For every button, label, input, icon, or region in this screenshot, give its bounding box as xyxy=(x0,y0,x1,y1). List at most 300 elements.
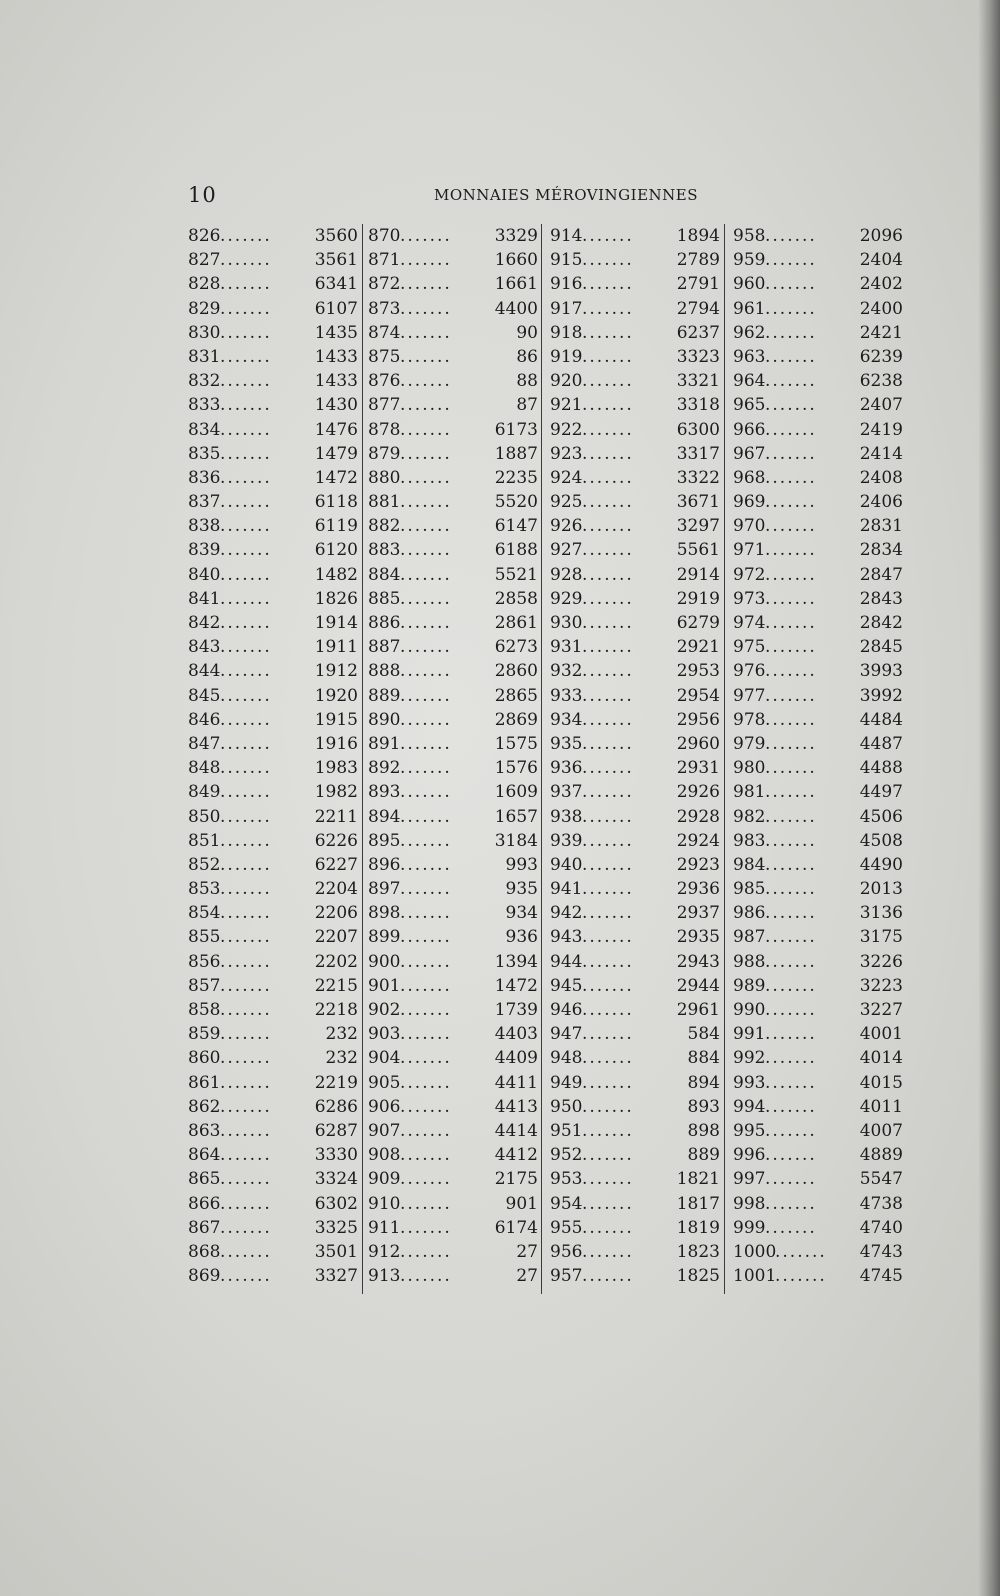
table-row xyxy=(733,1192,903,1216)
table-row xyxy=(368,490,538,514)
leader-dots: ....... xyxy=(582,226,634,246)
reference-number: 3327 xyxy=(314,1266,358,1287)
entry-number: 900 xyxy=(368,951,401,972)
entry-number: 978 xyxy=(733,709,766,730)
entry-number: 855 xyxy=(188,927,221,948)
entry-number: 916 xyxy=(550,274,583,295)
entry-number: 993 xyxy=(733,1072,766,1093)
leader-dots: ....... xyxy=(765,322,817,343)
leader-dots: ....... xyxy=(400,1193,452,1214)
leader-dots: ....... xyxy=(400,830,452,851)
table-row xyxy=(368,248,538,272)
reference-number: 2944 xyxy=(676,975,720,996)
table-row xyxy=(550,345,720,369)
entry-number: 864 xyxy=(188,1145,221,1166)
table-row xyxy=(733,1264,903,1288)
leader-dots: ....... xyxy=(582,1024,634,1045)
table-row xyxy=(550,805,720,829)
reference-number: 1575 xyxy=(494,733,538,754)
table-row xyxy=(550,829,720,853)
reference-number: 4400 xyxy=(494,298,538,319)
table-row xyxy=(733,297,903,321)
reference-number: 6120 xyxy=(314,540,358,561)
table-row xyxy=(733,418,903,442)
entry-number: 954 xyxy=(550,1193,583,1214)
reference-number: 4506 xyxy=(859,806,903,827)
reference-number: 1476 xyxy=(314,419,358,440)
leader-dots: ....... xyxy=(400,637,452,658)
table-row xyxy=(733,1216,903,1240)
table-row xyxy=(188,1192,358,1216)
reference-number: 6107 xyxy=(314,298,358,319)
reference-number: 3560 xyxy=(314,226,358,246)
leader-dots: ....... xyxy=(220,854,272,875)
entry-number: 891 xyxy=(368,733,401,754)
entry-number: 909 xyxy=(368,1169,401,1190)
leader-dots: ....... xyxy=(400,346,452,367)
entry-number: 945 xyxy=(550,975,583,996)
table-row xyxy=(733,950,903,974)
reference-number: 2204 xyxy=(314,879,358,900)
leader-dots: ....... xyxy=(765,1072,817,1093)
table-row xyxy=(733,780,903,804)
leader-dots: ....... xyxy=(400,395,452,416)
leader-dots: ....... xyxy=(582,637,634,658)
leader-dots: ....... xyxy=(765,1217,817,1238)
leader-dots: ....... xyxy=(220,1145,272,1166)
leader-dots: ....... xyxy=(582,322,634,343)
reference-number: 2408 xyxy=(859,467,903,488)
leader-dots: ....... xyxy=(765,564,817,585)
leader-dots: ....... xyxy=(220,637,272,658)
entry-number: 873 xyxy=(368,298,401,319)
entry-number: 906 xyxy=(368,1096,401,1117)
reference-number: 4490 xyxy=(859,854,903,875)
entry-number: 973 xyxy=(733,588,766,609)
table-row xyxy=(550,925,720,949)
reference-number: 2914 xyxy=(676,564,720,585)
table-row xyxy=(733,393,903,417)
leader-dots: ....... xyxy=(400,298,452,319)
entry-number: 927 xyxy=(550,540,583,561)
reference-number: 3223 xyxy=(859,975,903,996)
table-row xyxy=(733,708,903,732)
table-row xyxy=(550,853,720,877)
table-row xyxy=(368,1046,538,1070)
reference-number: 1983 xyxy=(314,758,358,779)
reference-number: 90 xyxy=(516,322,538,343)
table-row xyxy=(188,659,358,683)
table-row xyxy=(188,418,358,442)
reference-number: 4740 xyxy=(859,1217,903,1238)
entry-number: 843 xyxy=(188,637,221,658)
table-row xyxy=(368,1216,538,1240)
leader-dots: ....... xyxy=(400,879,452,900)
entry-number: 934 xyxy=(550,709,583,730)
leader-dots: ....... xyxy=(765,661,817,682)
reference-number: 6174 xyxy=(494,1217,538,1238)
reference-number: 2842 xyxy=(859,613,903,633)
entry-number: 860 xyxy=(188,1048,221,1069)
entry-number: 963 xyxy=(733,346,766,367)
reference-number: 2414 xyxy=(859,443,903,464)
table-row xyxy=(188,442,358,466)
entry-number: 899 xyxy=(368,927,401,948)
entry-number: 967 xyxy=(733,443,766,464)
table-row xyxy=(550,901,720,925)
reference-number: 2919 xyxy=(676,588,720,609)
column-divider xyxy=(362,224,363,1294)
reference-number: 2400 xyxy=(859,298,903,319)
entry-number: 895 xyxy=(368,830,401,851)
entry-number: 926 xyxy=(550,516,583,537)
leader-dots: ....... xyxy=(220,806,272,827)
leader-dots: ....... xyxy=(765,516,817,537)
leader-dots: ....... xyxy=(765,903,817,924)
entry-number: 872 xyxy=(368,274,401,295)
table-row xyxy=(188,974,358,998)
leader-dots: ....... xyxy=(220,830,272,851)
table-row xyxy=(188,369,358,393)
table-row xyxy=(368,321,538,345)
entry-number: 918 xyxy=(550,322,583,343)
leader-dots: ....... xyxy=(765,346,817,367)
leader-dots: ....... xyxy=(765,540,817,561)
table-row xyxy=(368,1192,538,1216)
reference-number: 6302 xyxy=(314,1193,358,1214)
leader-dots: ....... xyxy=(400,1096,452,1117)
reference-number: 1609 xyxy=(494,782,538,803)
table-row xyxy=(368,659,538,683)
entry-number: 969 xyxy=(733,492,766,513)
leader-dots: ....... xyxy=(220,733,272,754)
page-number: 10 xyxy=(188,183,217,207)
leader-dots: ....... xyxy=(220,371,272,392)
leader-dots: ....... xyxy=(765,419,817,440)
leader-dots: ....... xyxy=(400,975,452,996)
leader-dots: ....... xyxy=(400,733,452,754)
table-row xyxy=(733,853,903,877)
entry-number: 933 xyxy=(550,685,583,706)
leader-dots: ....... xyxy=(765,1120,817,1141)
entry-number: 960 xyxy=(733,274,766,295)
reference-number: 6341 xyxy=(314,274,358,295)
leader-dots: ....... xyxy=(400,467,452,488)
table-row xyxy=(368,369,538,393)
table-row xyxy=(550,877,720,901)
leader-dots: ....... xyxy=(582,492,634,513)
table-row xyxy=(188,1046,358,1070)
leader-dots: ....... xyxy=(765,975,817,996)
entry-number: 827 xyxy=(188,250,221,271)
leader-dots: ....... xyxy=(220,1024,272,1045)
entry-number: 996 xyxy=(733,1145,766,1166)
leader-dots: ....... xyxy=(400,226,452,246)
entry-number: 941 xyxy=(550,879,583,900)
entry-number: 921 xyxy=(550,395,583,416)
leader-dots: ....... xyxy=(582,1241,634,1262)
leader-dots: ....... xyxy=(400,1169,452,1190)
leader-dots: ....... xyxy=(220,540,272,561)
reference-number: 4409 xyxy=(494,1048,538,1069)
table-row xyxy=(733,369,903,393)
entry-number: 939 xyxy=(550,830,583,851)
entry-number: 995 xyxy=(733,1120,766,1141)
table-row xyxy=(550,393,720,417)
leader-dots: ....... xyxy=(220,467,272,488)
leader-dots: ....... xyxy=(582,1217,634,1238)
entry-number: 988 xyxy=(733,951,766,972)
reference-number: 6237 xyxy=(676,322,720,343)
table-row xyxy=(368,1264,538,1288)
table-row xyxy=(550,1022,720,1046)
entry-number: 928 xyxy=(550,564,583,585)
entry-number: 971 xyxy=(733,540,766,561)
entry-number: 932 xyxy=(550,661,583,682)
leader-dots: ....... xyxy=(400,1072,452,1093)
entry-number: 997 xyxy=(733,1169,766,1190)
reference-number: 2206 xyxy=(314,903,358,924)
table-row xyxy=(188,611,358,635)
reference-number: 2406 xyxy=(859,492,903,513)
leader-dots: ....... xyxy=(220,1072,272,1093)
leader-dots: ....... xyxy=(220,322,272,343)
table-row xyxy=(733,611,903,635)
table-row xyxy=(550,1143,720,1167)
leader-dots: ....... xyxy=(765,492,817,513)
reference-number: 3325 xyxy=(314,1217,358,1238)
table-row xyxy=(733,1071,903,1095)
entry-number: 904 xyxy=(368,1048,401,1069)
column-divider xyxy=(724,224,725,1294)
leader-dots: ....... xyxy=(765,685,817,706)
leader-dots: ....... xyxy=(582,540,634,561)
entry-number: 953 xyxy=(550,1169,583,1190)
entry-number: 871 xyxy=(368,250,401,271)
reference-number: 1817 xyxy=(676,1193,720,1214)
leader-dots: ....... xyxy=(582,1266,634,1287)
table-row xyxy=(550,1119,720,1143)
reference-number: 6239 xyxy=(859,346,903,367)
reference-number: 1894 xyxy=(676,226,720,246)
table-row xyxy=(550,442,720,466)
leader-dots: ....... xyxy=(220,1096,272,1117)
table-row xyxy=(368,805,538,829)
reference-number: 1433 xyxy=(314,371,358,392)
entry-number: 846 xyxy=(188,709,221,730)
leader-dots: ....... xyxy=(400,903,452,924)
leader-dots: ....... xyxy=(400,661,452,682)
leader-dots: ....... xyxy=(582,467,634,488)
leader-dots: ....... xyxy=(582,830,634,851)
reference-number: 3136 xyxy=(859,903,903,924)
table-row xyxy=(733,901,903,925)
leader-dots: ....... xyxy=(582,903,634,924)
leader-dots: ....... xyxy=(582,298,634,319)
entry-number: 886 xyxy=(368,613,401,633)
table-row xyxy=(550,974,720,998)
leader-dots: ....... xyxy=(765,1169,817,1190)
leader-dots: ....... xyxy=(400,1241,452,1262)
reference-number: 6279 xyxy=(676,613,720,633)
table-column-2 xyxy=(368,224,538,1288)
entry-number: 942 xyxy=(550,903,583,924)
entry-number: 883 xyxy=(368,540,401,561)
table-row xyxy=(550,297,720,321)
reference-number: 2419 xyxy=(859,419,903,440)
reference-number: 6147 xyxy=(494,516,538,537)
entry-number: 844 xyxy=(188,661,221,682)
leader-dots: ....... xyxy=(582,516,634,537)
entry-number: 861 xyxy=(188,1072,221,1093)
leader-dots: ....... xyxy=(400,1024,452,1045)
table-column-3 xyxy=(550,224,720,1288)
reference-number: 3297 xyxy=(676,516,720,537)
entry-number: 1000 xyxy=(733,1241,777,1262)
leader-dots: ....... xyxy=(765,927,817,948)
reference-number: 2202 xyxy=(314,951,358,972)
table-row xyxy=(188,950,358,974)
reference-number: 4011 xyxy=(859,1096,903,1117)
table-row xyxy=(550,1192,720,1216)
reference-number: 1435 xyxy=(314,322,358,343)
table-row xyxy=(550,369,720,393)
table-row xyxy=(733,587,903,611)
entry-number: 990 xyxy=(733,1000,766,1020)
leader-dots: ....... xyxy=(220,1120,272,1141)
entry-number: 853 xyxy=(188,879,221,900)
entry-number: 946 xyxy=(550,1000,583,1020)
leader-dots: ....... xyxy=(220,1266,272,1287)
entry-number: 836 xyxy=(188,467,221,488)
leader-dots: ....... xyxy=(765,1000,817,1020)
leader-dots: ....... xyxy=(400,758,452,779)
leader-dots: ....... xyxy=(765,709,817,730)
reference-number: 2954 xyxy=(676,685,720,706)
table-row xyxy=(550,490,720,514)
entry-number: 977 xyxy=(733,685,766,706)
table-row xyxy=(733,732,903,756)
table-row xyxy=(188,1119,358,1143)
table-row xyxy=(188,998,358,1022)
table-row xyxy=(368,1240,538,1264)
leader-dots: ....... xyxy=(582,709,634,730)
table-row xyxy=(550,1071,720,1095)
table-row xyxy=(368,272,538,296)
table-row xyxy=(368,1071,538,1095)
table-row xyxy=(550,418,720,442)
leader-dots: ....... xyxy=(400,1217,452,1238)
leader-dots: ....... xyxy=(400,951,452,972)
entry-number: 951 xyxy=(550,1120,583,1141)
entry-number: 887 xyxy=(368,637,401,658)
entry-number: 902 xyxy=(368,1000,401,1020)
entry-number: 935 xyxy=(550,733,583,754)
reference-number: 3321 xyxy=(676,371,720,392)
leader-dots: ....... xyxy=(582,346,634,367)
table-row xyxy=(368,611,538,635)
entry-number: 882 xyxy=(368,516,401,537)
leader-dots: ....... xyxy=(220,903,272,924)
reference-number: 4508 xyxy=(859,830,903,851)
leader-dots: ....... xyxy=(582,250,634,271)
table-row xyxy=(188,756,358,780)
entry-number: 910 xyxy=(368,1193,401,1214)
table-row xyxy=(368,1119,538,1143)
reference-number: 1911 xyxy=(314,637,358,658)
leader-dots: ....... xyxy=(775,1241,827,1262)
table-row xyxy=(733,684,903,708)
entry-number: 898 xyxy=(368,903,401,924)
leader-dots: ....... xyxy=(765,1193,817,1214)
entry-number: 888 xyxy=(368,661,401,682)
entry-number: 940 xyxy=(550,854,583,875)
reference-number: 2921 xyxy=(676,637,720,658)
leader-dots: ....... xyxy=(582,927,634,948)
reference-number: 2943 xyxy=(676,951,720,972)
reference-number: 2937 xyxy=(676,903,720,924)
leader-dots: ....... xyxy=(220,758,272,779)
leader-dots: ....... xyxy=(220,250,272,271)
reference-number: 3322 xyxy=(676,467,720,488)
reference-number: 2789 xyxy=(676,250,720,271)
entry-number: 920 xyxy=(550,371,583,392)
table-row xyxy=(550,466,720,490)
reference-number: 27 xyxy=(516,1266,538,1287)
reference-number: 2923 xyxy=(676,854,720,875)
reference-number: 2013 xyxy=(859,879,903,900)
entry-number: 917 xyxy=(550,298,583,319)
reference-number: 4014 xyxy=(859,1048,903,1069)
leader-dots: ....... xyxy=(765,613,817,633)
table-row xyxy=(188,345,358,369)
entry-number: 837 xyxy=(188,492,221,513)
reference-number: 1472 xyxy=(314,467,358,488)
table-row xyxy=(368,538,538,562)
leader-dots: ....... xyxy=(400,540,452,561)
leader-dots: ....... xyxy=(765,1024,817,1045)
leader-dots: ....... xyxy=(400,443,452,464)
table-row xyxy=(550,611,720,635)
table-row xyxy=(368,925,538,949)
leader-dots: ....... xyxy=(582,975,634,996)
reference-number: 2218 xyxy=(314,1000,358,1020)
reference-number: 87 xyxy=(516,395,538,416)
entry-number: 944 xyxy=(550,951,583,972)
concordance-table xyxy=(188,224,918,1294)
entry-number: 857 xyxy=(188,975,221,996)
entry-number: 905 xyxy=(368,1072,401,1093)
leader-dots: ....... xyxy=(582,758,634,779)
table-row xyxy=(733,538,903,562)
reference-number: 1821 xyxy=(676,1169,720,1190)
reference-number: 1472 xyxy=(494,975,538,996)
reference-number: 4497 xyxy=(859,782,903,803)
entry-number: 987 xyxy=(733,927,766,948)
entry-number: 868 xyxy=(188,1241,221,1262)
leader-dots: ....... xyxy=(582,1096,634,1117)
table-row xyxy=(550,1095,720,1119)
entry-number: 865 xyxy=(188,1169,221,1190)
table-row xyxy=(188,1216,358,1240)
leader-dots: ....... xyxy=(765,830,817,851)
reference-number: 1394 xyxy=(494,951,538,972)
column-divider xyxy=(541,224,542,1294)
leader-dots: ....... xyxy=(400,1266,452,1287)
leader-dots: ....... xyxy=(582,371,634,392)
entry-number: 959 xyxy=(733,250,766,271)
table-row xyxy=(550,708,720,732)
